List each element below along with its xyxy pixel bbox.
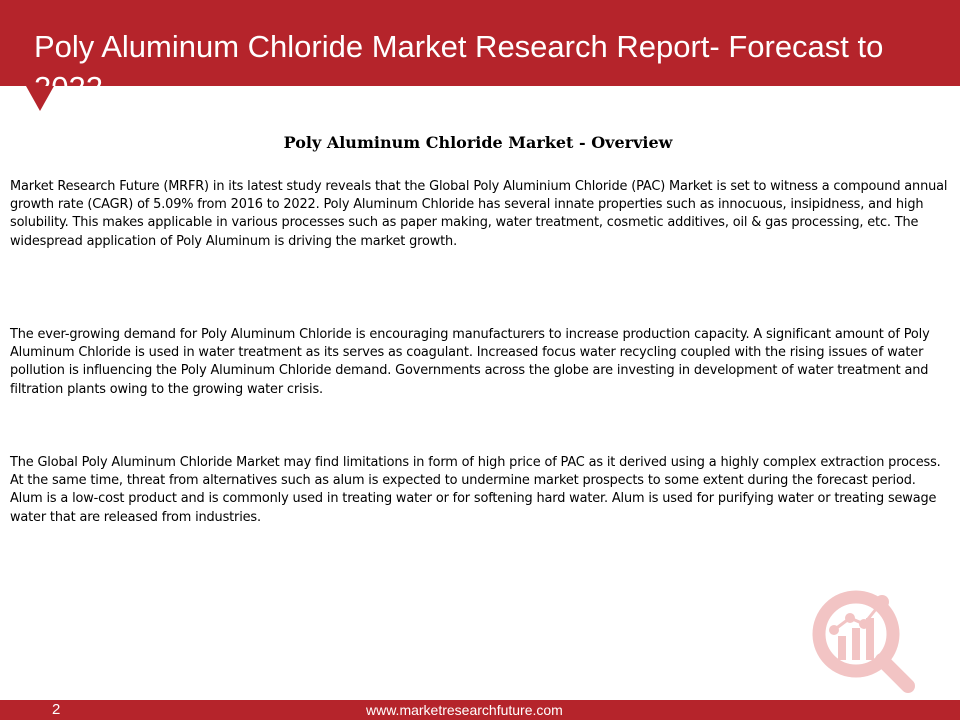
overview-paragraph-2: The ever-growing demand for Poly Aluminum Chloride is encouraging manufacturers to increase production capacity. A significant amount of Poly Aluminum Chloride is used in water treatment as its serves as coagulant. Increased focus water recycling coupled with the rising issues of water pollution is influencing the Poly Aluminum Chloride demand. Governments across the globe are investing in development of water treatment and filtration plants owing to the growing water crisis.: [10, 327, 930, 397]
header-pointer: [26, 86, 54, 111]
footer-bar: [0, 700, 960, 720]
header-bar: [0, 0, 960, 105]
section-heading: Poly Aluminum Chloride Market - Overview: [283, 133, 673, 152]
page-title-line-2: 2022: [34, 70, 103, 105]
overview-paragraph-3: The Global Poly Aluminum Chloride Market may find limitations in form of high price of PAC as it derived using a highly complex extraction process. At the same time, threat from alternatives such as alum is expected to undermine market prospects to some extent during the forecast period. Alum is a low-cost product and is commonly used in treating water or for softening hard water. Alum is used for purifying water or treating sewage water that are released from industries.: [10, 455, 941, 525]
overview-paragraph-1: Market Research Future (MRFR) in its latest study reveals that the Global Poly Aluminium Chloride (PAC) Market is set to witness a compound annual growth rate (CAGR) of 5.09% from 2016 to 2022. Poly Aluminum Chloride has several innate properties such as innocuous, insipidness, and high solubility. This makes applicable in various processes such as paper making, water treatment, cosmetic additives, oil & gas processing, etc. The widespread application of Poly Aluminum is driving the market growth.: [10, 179, 948, 249]
page-title-line-1: Poly Aluminum Chloride Market Research Report- Forecast to: [34, 29, 884, 64]
page-title: [34, 26, 934, 108]
magnifier-chart-icon: [808, 586, 918, 696]
page-number: 2: [52, 701, 61, 718]
footer-url-link[interactable]: www.marketresearchfuture.com: [366, 702, 563, 718]
